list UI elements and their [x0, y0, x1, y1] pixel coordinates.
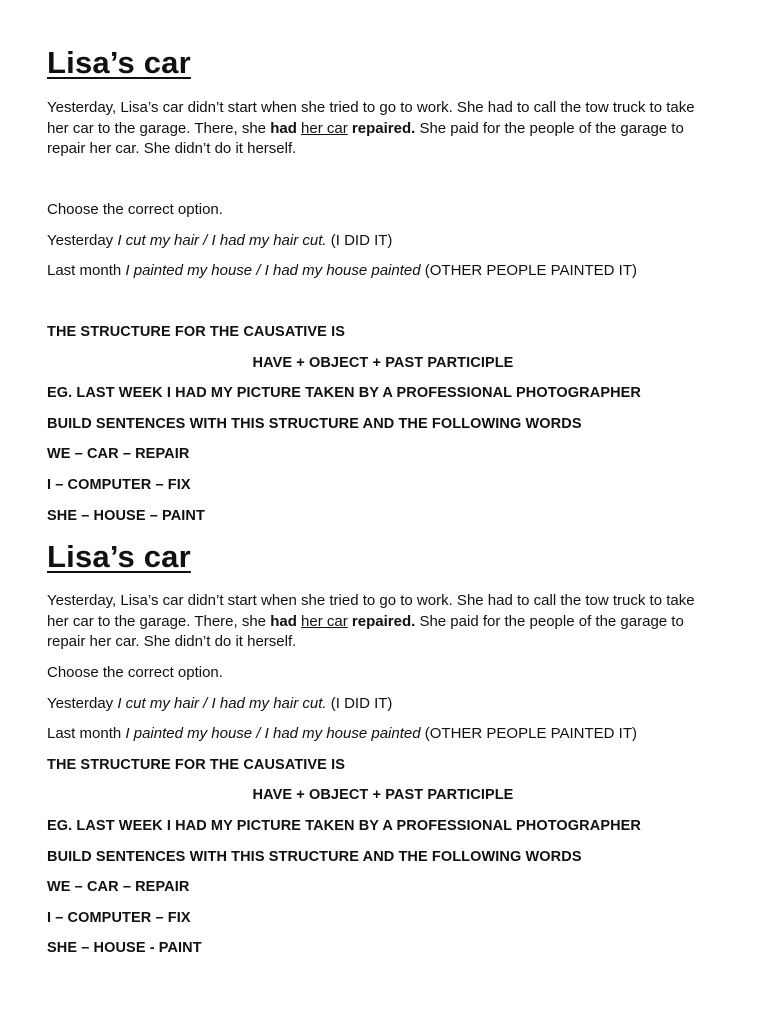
structure-heading: THE STRUCTURE FOR THE CAUSATIVE IS — [47, 757, 345, 773]
structure-formula: HAVE + OBJECT + PAST PARTICIPLE — [252, 787, 514, 803]
story-participle: repaired. — [351, 612, 416, 630]
instruction: Choose the correct option. — [47, 664, 223, 681]
task-instruction: BUILD SENTENCES WITH THIS STRUCTURE AND THE FOLLOWING WORDS — [47, 849, 582, 865]
option-choices: I cut my hair / I had my hair cut. — [117, 232, 327, 249]
structure-heading: THE STRUCTURE FOR THE CAUSATIVE IS — [47, 324, 345, 340]
option-line-2 — [47, 261, 637, 281]
option-line-2 — [47, 724, 637, 744]
story-text: She paid for the people of the garage to repair her car. She didn’t do it herself. — [47, 612, 684, 650]
option-line-1 — [47, 694, 392, 714]
option-choices: I cut my hair / I had my hair cut. — [117, 695, 327, 712]
story-had: had — [270, 612, 297, 630]
instruction: Choose the correct option. — [47, 201, 223, 218]
option-line-1 — [47, 231, 392, 251]
option-lead: Yesterday — [47, 232, 118, 249]
story-text: Yesterday, Lisa’s car didn’t start when she tried to go to work. She had to call the tow truck to take her car to the garage. There, she — [47, 592, 695, 630]
story-had: had — [270, 119, 297, 137]
prompt-item: SHE – HOUSE - PAINT — [47, 940, 202, 956]
story-paragraph — [47, 98, 719, 160]
structure-formula: HAVE + OBJECT + PAST PARTICIPLE — [252, 355, 514, 371]
prompt-item: WE – CAR – REPAIR — [47, 446, 190, 462]
option-note: (I DID IT) — [326, 695, 393, 712]
story-object: her car — [301, 119, 348, 137]
option-choices: I painted my house / I had my house painted — [125, 262, 421, 279]
option-note: (OTHER PEOPLE PAINTED IT) — [420, 725, 638, 742]
option-note: (OTHER PEOPLE PAINTED IT) — [420, 262, 638, 279]
story-object: her car — [301, 612, 348, 630]
option-note: (I DID IT) — [326, 232, 393, 249]
option-lead: Last month — [47, 262, 126, 279]
prompt-item: I – COMPUTER – FIX — [47, 910, 191, 926]
example-sentence: EG. LAST WEEK I HAD MY PICTURE TAKEN BY A PROFESSIONAL PHOTOGRAPHER — [47, 385, 642, 401]
story-participle: repaired. — [351, 119, 416, 137]
prompt-item: WE – CAR – REPAIR — [47, 879, 190, 895]
story-text: She paid for the people of the garage to repair her car. She didn’t do it herself. — [47, 119, 684, 157]
task-instruction: BUILD SENTENCES WITH THIS STRUCTURE AND THE FOLLOWING WORDS — [47, 416, 582, 432]
prompt-item: I – COMPUTER – FIX — [47, 477, 191, 493]
section-title: Lisa’s car — [47, 539, 191, 574]
option-lead: Last month — [47, 725, 126, 742]
section-title: Lisa’s car — [47, 45, 191, 80]
example-sentence: EG. LAST WEEK I HAD MY PICTURE TAKEN BY A PROFESSIONAL PHOTOGRAPHER — [47, 818, 642, 834]
story-paragraph — [47, 591, 719, 653]
prompt-item: SHE – HOUSE – PAINT — [47, 508, 205, 524]
option-lead: Yesterday — [47, 695, 118, 712]
story-text: Yesterday, Lisa’s car didn’t start when she tried to go to work. She had to call the tow truck to take her car to the garage. There, she — [47, 99, 695, 137]
option-choices: I painted my house / I had my house painted — [125, 725, 421, 742]
